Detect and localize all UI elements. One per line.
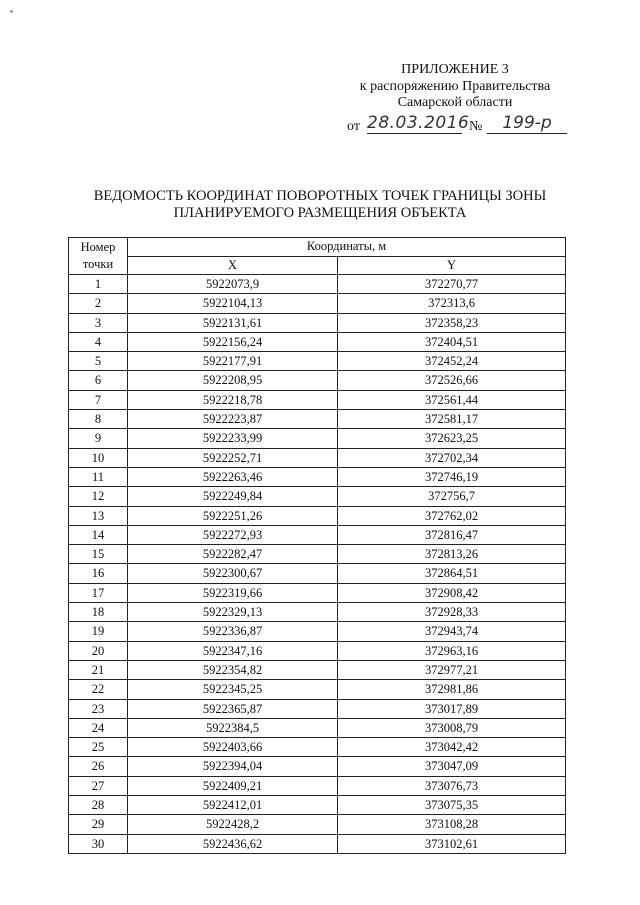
point-number-cell: 10 [69, 448, 128, 467]
point-number-cell: 21 [69, 660, 128, 679]
x-coordinate-cell: 5922272,93 [128, 525, 338, 544]
coordinates-body [69, 275, 566, 854]
appendix-number: ПРИЛОЖЕНИЕ 3 [401, 62, 509, 77]
y-coordinate-cell: 372864,51 [338, 564, 566, 583]
point-number-cell: 13 [69, 506, 128, 525]
point-number-cell: 2 [69, 294, 128, 313]
y-coordinate-cell: 372270,77 [338, 275, 566, 294]
point-number-cell: 9 [69, 429, 128, 448]
date-underline [367, 133, 462, 134]
x-coordinate-cell: 5922384,5 [128, 718, 338, 737]
from-label: от [347, 119, 360, 134]
x-coordinate-cell: 5922345,25 [128, 680, 338, 699]
y-coordinate-cell: 372561,44 [338, 390, 566, 409]
handwritten-date: 28.03.2016 [367, 113, 470, 133]
y-coordinate-cell: 372623,25 [338, 429, 566, 448]
table-row [69, 410, 566, 429]
table-row [69, 487, 566, 506]
point-number-cell: 15 [69, 545, 128, 564]
y-coordinate-cell: 372963,16 [338, 641, 566, 660]
x-coordinate-cell: 5922131,61 [128, 313, 338, 332]
number-label: № [469, 119, 483, 134]
point-number-cell: 8 [69, 410, 128, 429]
y-coordinate-cell: 372702,34 [338, 448, 566, 467]
x-coordinate-cell: 5922177,91 [128, 352, 338, 371]
point-number-cell: 6 [69, 371, 128, 390]
y-coordinate-cell: 372452,24 [338, 352, 566, 371]
point-number-cell: 12 [69, 487, 128, 506]
table-row [69, 352, 566, 371]
x-coordinate-cell: 5922156,24 [128, 332, 338, 351]
y-coordinate-cell: 372977,21 [338, 660, 566, 679]
order-date-number [347, 115, 567, 137]
table-row [69, 815, 566, 834]
table-row [69, 718, 566, 737]
table-row [69, 545, 566, 564]
x-coordinate-cell: 5922104,13 [128, 294, 338, 313]
y-coordinate-cell: 372981,86 [338, 680, 566, 699]
table-row [69, 796, 566, 815]
x-coordinate-cell: 5922412,01 [128, 796, 338, 815]
x-coordinate-cell: 5922394,04 [128, 757, 338, 776]
y-coordinate-cell: 373042,42 [338, 738, 566, 757]
y-coordinate-cell: 373076,73 [338, 776, 566, 795]
title-line-2: ПЛАНИРУЕМОГО РАЗМЕЩЕНИЯ ОБЪЕКТА [173, 205, 467, 221]
y-coordinate-cell: 372404,51 [338, 332, 566, 351]
table-row [69, 467, 566, 486]
y-coordinate-cell: 373075,35 [338, 796, 566, 815]
table-row [69, 275, 566, 294]
x-coordinate-cell: 5922319,66 [128, 583, 338, 602]
table-row [69, 583, 566, 602]
handwritten-number: 199-р [502, 113, 552, 133]
x-coordinate-cell: 5922208,95 [128, 371, 338, 390]
table-row [69, 294, 566, 313]
point-number-cell: 29 [69, 815, 128, 834]
table-row [69, 429, 566, 448]
x-coordinate-cell: 5922347,16 [128, 641, 338, 660]
point-number-cell: 23 [69, 699, 128, 718]
table-row [69, 776, 566, 795]
scan-dot [10, 10, 13, 13]
x-coordinate-cell: 5922223,87 [128, 410, 338, 429]
coordinates-table [68, 237, 566, 854]
y-coordinate-cell: 373047,09 [338, 757, 566, 776]
y-coordinate-cell: 372756,7 [338, 487, 566, 506]
x-coordinate-cell: 5922249,84 [128, 487, 338, 506]
table-row [69, 506, 566, 525]
point-number-cell: 22 [69, 680, 128, 699]
x-coordinate-cell: 5922436,62 [128, 834, 338, 853]
table-row [69, 332, 566, 351]
x-coordinate-cell: 5922300,67 [128, 564, 338, 583]
x-coordinate-cell: 5922365,87 [128, 699, 338, 718]
table-row [69, 448, 566, 467]
point-number-cell: 30 [69, 834, 128, 853]
point-number-cell: 24 [69, 718, 128, 737]
x-coordinate-cell: 5922073,9 [128, 275, 338, 294]
y-coordinate-cell: 373008,79 [338, 718, 566, 737]
appendix-region: Самарской области [397, 95, 513, 110]
table-row [69, 371, 566, 390]
table-row [69, 622, 566, 641]
appendix-header [330, 62, 580, 112]
x-coordinate-cell: 5922251,26 [128, 506, 338, 525]
x-coordinate-cell: 5922233,99 [128, 429, 338, 448]
table-row [69, 680, 566, 699]
point-number-cell: 26 [69, 757, 128, 776]
point-number-cell: 19 [69, 622, 128, 641]
point-number-cell: 18 [69, 603, 128, 622]
x-coordinate-cell: 5922336,87 [128, 622, 338, 641]
y-coordinate-cell: 373017,89 [338, 699, 566, 718]
x-coordinate-cell: 5922218,78 [128, 390, 338, 409]
y-coordinate-cell: 372816,47 [338, 525, 566, 544]
point-number-cell: 17 [69, 583, 128, 602]
point-number-cell: 3 [69, 313, 128, 332]
y-header: Y [338, 256, 566, 275]
table-row [69, 699, 566, 718]
point-number-cell: 4 [69, 332, 128, 351]
x-coordinate-cell: 5922252,71 [128, 448, 338, 467]
point-number-cell: 25 [69, 738, 128, 757]
point-number-cell: 5 [69, 352, 128, 371]
table-row [69, 564, 566, 583]
point-number-cell: 20 [69, 641, 128, 660]
y-coordinate-cell: 372526,66 [338, 371, 566, 390]
x-coordinate-cell: 5922428,2 [128, 815, 338, 834]
title-line-1: ВЕДОМОСТЬ КООРДИНАТ ПОВОРОТНЫХ ТОЧЕК ГРАНИЦЫ ЗОНЫ [93, 188, 547, 204]
y-coordinate-cell: 372358,23 [338, 313, 566, 332]
y-coordinate-cell: 372581,17 [338, 410, 566, 429]
x-coordinate-cell: 5922403,66 [128, 738, 338, 757]
table-row [69, 390, 566, 409]
table-row [69, 525, 566, 544]
point-number-cell: 14 [69, 525, 128, 544]
point-number-cell: 28 [69, 796, 128, 815]
table-row [69, 834, 566, 853]
appendix-reference: к распоряжению Правительства [359, 78, 551, 94]
coordinates-header: Координаты, м [128, 238, 566, 257]
y-coordinate-cell: 372908,42 [338, 583, 566, 602]
table-row [69, 738, 566, 757]
x-coordinate-cell: 5922409,21 [128, 776, 338, 795]
y-coordinate-cell: 372943,74 [338, 622, 566, 641]
x-coordinate-cell: 5922263,46 [128, 467, 338, 486]
point-number-header: Номер точки [69, 238, 128, 275]
x-coordinate-cell: 5922354,82 [128, 660, 338, 679]
table-row [69, 313, 566, 332]
point-number-cell: 16 [69, 564, 128, 583]
y-coordinate-cell: 372762,02 [338, 506, 566, 525]
document-title [40, 188, 600, 222]
point-number-cell: 1 [69, 275, 128, 294]
y-coordinate-cell: 372928,33 [338, 603, 566, 622]
y-coordinate-cell: 373108,28 [338, 815, 566, 834]
x-coordinate-cell: 5922282,47 [128, 545, 338, 564]
point-number-cell: 7 [69, 390, 128, 409]
table-row [69, 603, 566, 622]
x-header: X [128, 256, 338, 275]
table-row [69, 641, 566, 660]
y-coordinate-cell: 373102,61 [338, 834, 566, 853]
table-row [69, 757, 566, 776]
point-number-cell: 27 [69, 776, 128, 795]
x-coordinate-cell: 5922329,13 [128, 603, 338, 622]
number-underline [487, 133, 567, 134]
point-number-cell: 11 [69, 467, 128, 486]
table-row [69, 660, 566, 679]
y-coordinate-cell: 372813,26 [338, 545, 566, 564]
y-coordinate-cell: 372746,19 [338, 467, 566, 486]
y-coordinate-cell: 372313,6 [338, 294, 566, 313]
